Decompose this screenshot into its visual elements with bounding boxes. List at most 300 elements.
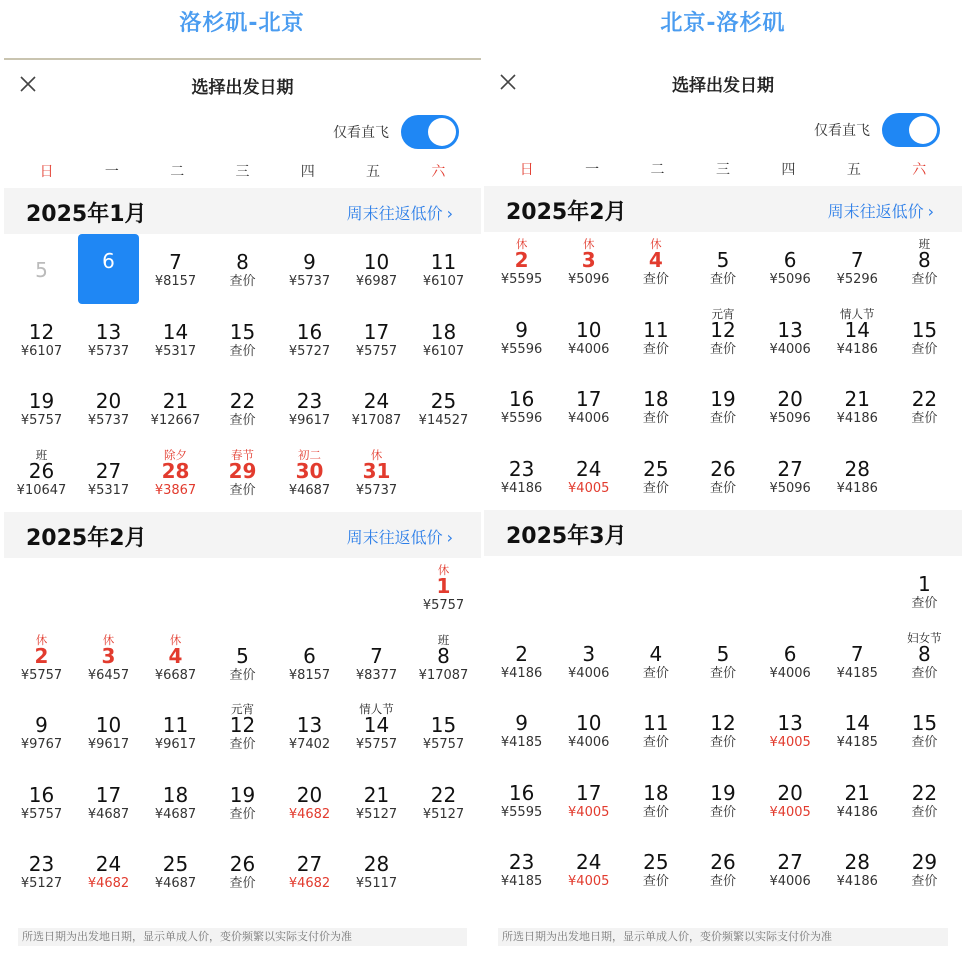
- day-cell[interactable]: [757, 765, 824, 835]
- day-price: ¥17087: [418, 667, 469, 683]
- day-cell[interactable]: [276, 836, 343, 906]
- day-price: ¥4185: [836, 665, 878, 681]
- day-cell[interactable]: [343, 373, 410, 443]
- day-number: 24: [575, 850, 602, 874]
- day-cell[interactable]: [622, 441, 689, 511]
- day-cell[interactable]: [75, 373, 142, 443]
- day-cell[interactable]: [757, 441, 824, 511]
- day-price: ¥5596: [500, 411, 543, 426]
- day-cell[interactable]: [343, 304, 410, 374]
- day-number: 29: [911, 850, 938, 874]
- day-cell[interactable]: [555, 695, 622, 765]
- weekday-wed: 三: [235, 164, 250, 180]
- day-cell[interactable]: [75, 443, 142, 513]
- day-cell[interactable]: [276, 628, 343, 698]
- day-number: 23: [508, 850, 535, 874]
- empty-day-cell: [142, 558, 209, 628]
- dialog-title: 选择出发日期: [191, 78, 294, 98]
- day-number: 21: [363, 782, 390, 807]
- day-price: ¥4186: [836, 874, 878, 889]
- weekday-mon: 一: [585, 162, 600, 178]
- day-price: 查价: [709, 411, 736, 426]
- day-cell[interactable]: [78, 234, 139, 304]
- day-number: 13: [777, 711, 803, 735]
- day-cell[interactable]: [824, 765, 891, 835]
- day-cell[interactable]: [555, 765, 622, 835]
- day-price: 查价: [229, 274, 256, 289]
- day-cell[interactable]: [209, 373, 276, 443]
- day-cell[interactable]: [343, 234, 410, 304]
- day-price: ¥9617: [288, 413, 331, 428]
- month-title: 2025年2月: [26, 526, 147, 551]
- day-price: ¥5117: [355, 876, 398, 891]
- day-price: 查价: [229, 413, 256, 428]
- day-number: 22: [911, 780, 938, 805]
- day-number: 11: [162, 713, 189, 737]
- day-cell[interactable]: [488, 371, 555, 441]
- day-cell[interactable]: [8, 836, 75, 906]
- day-cell[interactable]: [622, 302, 689, 372]
- empty-day-cell: [488, 556, 555, 626]
- day-cell[interactable]: [757, 371, 824, 441]
- day-cell[interactable]: [891, 302, 958, 372]
- day-number: 6: [783, 641, 797, 666]
- month-header: [484, 510, 962, 556]
- day-cell[interactable]: [891, 556, 958, 626]
- day-cell[interactable]: [488, 626, 555, 696]
- day-cell[interactable]: [891, 765, 958, 835]
- day-cell[interactable]: [555, 232, 622, 302]
- holiday-tag: 班: [437, 632, 450, 647]
- day-number: 30: [295, 458, 324, 483]
- day-number: 14: [844, 317, 870, 342]
- day-cell[interactable]: [555, 626, 622, 696]
- day-cell[interactable]: [757, 302, 824, 372]
- day-price: 查价: [642, 480, 669, 496]
- day-cell[interactable]: [142, 628, 209, 698]
- day-cell[interactable]: [343, 767, 410, 837]
- day-cell[interactable]: [622, 765, 689, 835]
- weekday-sat: 六: [912, 162, 927, 178]
- day-cell[interactable]: [488, 695, 555, 765]
- day-price: 查价: [911, 272, 938, 287]
- day-number: 29: [228, 458, 257, 483]
- weekday-header: [484, 152, 962, 186]
- weekday-fri: 五: [366, 164, 381, 180]
- route-title-lax-pek: 洛杉矶-北京: [179, 11, 305, 36]
- day-price: 查价: [709, 272, 736, 287]
- day-cell[interactable]: [622, 695, 689, 765]
- day-price: 查价: [642, 665, 669, 681]
- day-price: ¥6687: [154, 667, 197, 683]
- empty-day-cell: [75, 558, 142, 628]
- day-number: 26: [229, 852, 256, 876]
- day-price: ¥3867: [154, 482, 197, 498]
- day-price: ¥4185: [836, 735, 878, 750]
- day-number: 5: [716, 641, 730, 666]
- day-price: ¥6107: [20, 343, 63, 359]
- day-number: 8: [918, 248, 931, 272]
- month-list: [484, 186, 962, 904]
- date-picker-panel-left: [4, 58, 481, 954]
- day-cell[interactable]: [75, 836, 142, 906]
- day-price: 查价: [911, 341, 938, 357]
- day-cell[interactable]: [142, 767, 209, 837]
- direct-flight-filter: [4, 108, 481, 154]
- day-cell[interactable]: [8, 373, 75, 443]
- day-cell[interactable]: [75, 767, 142, 837]
- day-number: 21: [844, 387, 870, 411]
- day-cell[interactable]: [689, 626, 756, 696]
- day-number: 21: [162, 389, 189, 413]
- day-cell[interactable]: [410, 373, 477, 443]
- weekday-header: [4, 154, 481, 188]
- day-cell[interactable]: [209, 836, 276, 906]
- day-number: 14: [844, 711, 870, 735]
- day-number: 20: [777, 387, 803, 411]
- day-cell[interactable]: [555, 441, 622, 511]
- day-cell[interactable]: [689, 371, 756, 441]
- day-number: 15: [229, 319, 256, 344]
- holiday-tag: 休: [650, 237, 662, 251]
- day-price: ¥5757: [422, 598, 465, 613]
- day-price: ¥6987: [355, 274, 398, 289]
- month-title: 2025年2月: [506, 200, 627, 225]
- day-number: 26: [28, 458, 55, 483]
- day-number: 4: [649, 641, 663, 666]
- month-header: [484, 186, 962, 232]
- day-number: 26: [710, 850, 736, 874]
- direct-flight-label: 仅看直飞: [814, 123, 870, 139]
- day-cell[interactable]: [488, 232, 555, 302]
- day-price: ¥6457: [87, 667, 130, 683]
- day-cell[interactable]: [488, 302, 555, 372]
- holiday-tag: 春节: [231, 447, 254, 462]
- day-cell[interactable]: [209, 767, 276, 837]
- day-number: 20: [95, 389, 122, 413]
- day-cell[interactable]: [488, 765, 555, 835]
- day-number: 25: [430, 389, 457, 413]
- day-cell[interactable]: [622, 626, 689, 696]
- day-cell[interactable]: [276, 443, 343, 513]
- day-number: 11: [643, 317, 669, 342]
- day-cell[interactable]: [622, 371, 689, 441]
- day-cell[interactable]: [75, 697, 142, 767]
- day-cell[interactable]: [757, 232, 824, 302]
- holiday-tag: 妇女节: [907, 630, 942, 645]
- day-price: ¥5737: [87, 343, 130, 359]
- day-number: 2: [515, 641, 528, 666]
- day-price: ¥6107: [422, 343, 465, 359]
- day-price: ¥4006: [568, 735, 610, 750]
- date-picker-panel-right: [484, 58, 962, 954]
- weekday-tue: 二: [650, 162, 665, 178]
- day-price: 查价: [911, 735, 938, 750]
- day-number: 6: [102, 249, 115, 273]
- day-number: 18: [643, 780, 669, 805]
- day-cell[interactable]: [8, 628, 75, 698]
- day-cell[interactable]: [555, 834, 622, 904]
- day-price: ¥4005: [769, 804, 811, 820]
- day-cell[interactable]: [410, 304, 477, 374]
- day-number: 2: [514, 248, 529, 272]
- day-price: 查价: [642, 874, 669, 889]
- empty-day-cell: [689, 556, 756, 626]
- day-number: 24: [575, 456, 602, 481]
- day-number: 15: [911, 711, 938, 735]
- day-cell[interactable]: [410, 558, 477, 628]
- day-cell[interactable]: [343, 443, 410, 513]
- day-cell[interactable]: [209, 304, 276, 374]
- day-number: 2: [34, 643, 49, 668]
- day-cell[interactable]: [757, 695, 824, 765]
- day-cell[interactable]: [276, 373, 343, 443]
- day-price: ¥4185: [500, 874, 543, 889]
- day-price: ¥9767: [20, 737, 63, 752]
- holiday-tag: 情人节: [840, 306, 875, 321]
- day-cell[interactable]: [410, 697, 477, 767]
- day-number: 20: [296, 782, 323, 807]
- day-number: 24: [95, 852, 122, 876]
- day-price: ¥4006: [769, 341, 811, 357]
- day-price: ¥4006: [568, 341, 610, 357]
- direct-flight-toggle[interactable]: [882, 113, 940, 147]
- day-cell[interactable]: [142, 836, 209, 906]
- day-cell[interactable]: [8, 304, 75, 374]
- day-price: 查价: [709, 874, 736, 889]
- day-cell[interactable]: [488, 441, 555, 511]
- toggle-knob: [428, 118, 456, 146]
- day-cell[interactable]: [8, 443, 75, 513]
- empty-day-cell: [555, 556, 622, 626]
- day-cell[interactable]: [757, 834, 824, 904]
- empty-day-cell: [8, 558, 75, 628]
- day-number: 17: [363, 319, 390, 344]
- day-cell[interactable]: [824, 626, 891, 696]
- day-number: 17: [575, 387, 602, 411]
- empty-day-cell: [410, 443, 477, 513]
- holiday-tag: 情人节: [359, 702, 394, 716]
- day-cell[interactable]: [891, 232, 958, 302]
- day-price: ¥5096: [769, 411, 811, 426]
- day-price: ¥9617: [87, 737, 130, 752]
- day-price: ¥4186: [836, 411, 878, 426]
- day-number: 17: [575, 780, 602, 805]
- day-cell[interactable]: [410, 767, 477, 837]
- day-cell[interactable]: [142, 373, 209, 443]
- day-number: 12: [229, 713, 256, 737]
- day-price: ¥5757: [422, 737, 465, 752]
- day-price: 查价: [642, 804, 669, 820]
- day-number: 27: [95, 458, 122, 483]
- day-number: 18: [643, 387, 669, 411]
- day-price: 查价: [709, 804, 736, 820]
- day-cell[interactable]: [891, 371, 958, 441]
- day-number: 18: [162, 782, 189, 807]
- chevron-right-icon: ›: [927, 202, 934, 221]
- day-price: ¥5757: [20, 806, 63, 822]
- day-price: ¥5757: [355, 343, 398, 359]
- day-number: 21: [844, 780, 870, 805]
- day-cell[interactable]: [824, 232, 891, 302]
- weekday-tue: 二: [170, 164, 185, 180]
- empty-day-cell: [622, 556, 689, 626]
- holiday-tag: 休: [102, 632, 115, 647]
- weekend-roundtrip-link[interactable]: [347, 525, 453, 548]
- month-title: 2025年3月: [506, 524, 627, 549]
- day-cell[interactable]: [209, 697, 276, 767]
- day-cell[interactable]: [891, 695, 958, 765]
- day-price: ¥5096: [769, 480, 811, 496]
- day-number: 25: [643, 850, 669, 874]
- day-price: ¥5317: [154, 343, 197, 359]
- day-price: ¥4687: [288, 482, 331, 498]
- day-cell[interactable]: [343, 836, 410, 906]
- holiday-tag: 休: [370, 447, 383, 462]
- day-cell[interactable]: [276, 767, 343, 837]
- month-header: [4, 188, 481, 234]
- day-number: 6: [303, 643, 316, 668]
- day-price: ¥4186: [500, 480, 543, 496]
- day-cell[interactable]: [8, 697, 75, 767]
- day-cell[interactable]: [555, 302, 622, 372]
- day-cell[interactable]: [276, 304, 343, 374]
- day-price: ¥5096: [568, 272, 610, 287]
- day-price: ¥5595: [500, 272, 543, 287]
- day-cell[interactable]: [757, 626, 824, 696]
- day-number: 16: [28, 782, 55, 807]
- direct-flight-filter: [484, 106, 962, 152]
- day-cell[interactable]: [689, 441, 756, 511]
- day-price: ¥4682: [288, 876, 331, 891]
- weekend-roundtrip-link[interactable]: [828, 199, 934, 222]
- day-number: 19: [710, 387, 736, 411]
- day-cell[interactable]: [276, 234, 343, 304]
- day-price: ¥4006: [769, 665, 811, 681]
- day-price: 查价: [642, 341, 669, 357]
- day-cell[interactable]: [689, 765, 756, 835]
- day-cell[interactable]: [824, 371, 891, 441]
- day-number: 28: [844, 850, 870, 874]
- weekday-sun: 日: [519, 162, 534, 178]
- day-number: 20: [777, 780, 803, 805]
- day-cell[interactable]: [142, 234, 209, 304]
- day-cell[interactable]: [209, 443, 276, 513]
- direct-flight-toggle[interactable]: [401, 115, 459, 149]
- day-number: 1: [918, 572, 931, 596]
- day-price: ¥5737: [288, 274, 331, 289]
- month-list: [4, 188, 481, 906]
- day-price: 查价: [911, 874, 938, 889]
- day-number: 27: [296, 852, 323, 876]
- day-cell: [8, 234, 75, 304]
- day-price: ¥4687: [154, 876, 197, 891]
- day-price: ¥5727: [288, 343, 331, 359]
- day-number: 13: [95, 319, 122, 344]
- day-cell[interactable]: [891, 626, 958, 696]
- day-price: ¥4006: [568, 411, 610, 426]
- day-cell[interactable]: [824, 834, 891, 904]
- day-cell[interactable]: [824, 302, 891, 372]
- day-price: ¥5737: [87, 413, 130, 428]
- day-cell[interactable]: [824, 695, 891, 765]
- day-number: 19: [710, 780, 736, 805]
- day-price: ¥12667: [150, 413, 201, 428]
- day-price: ¥4006: [769, 874, 811, 889]
- day-price: 查价: [229, 806, 256, 822]
- day-price: 查价: [709, 735, 736, 750]
- day-cell[interactable]: [555, 371, 622, 441]
- dialog-title: 选择出发日期: [672, 76, 774, 96]
- day-cell[interactable]: [488, 834, 555, 904]
- weekday-sun: 日: [39, 164, 54, 180]
- day-cell[interactable]: [343, 697, 410, 767]
- day-price: ¥6107: [422, 274, 465, 289]
- day-cell[interactable]: [209, 628, 276, 698]
- day-cell[interactable]: [689, 302, 756, 372]
- calendar-grid: [484, 232, 962, 510]
- day-number: 24: [363, 389, 390, 413]
- day-number: 10: [575, 317, 602, 342]
- day-cell[interactable]: [689, 232, 756, 302]
- day-price: ¥5757: [355, 737, 398, 752]
- day-cell[interactable]: [142, 304, 209, 374]
- day-price: 查价: [911, 804, 938, 820]
- day-price: ¥5127: [355, 806, 398, 822]
- day-price: ¥8157: [154, 274, 197, 289]
- weekend-roundtrip-link[interactable]: [347, 201, 453, 224]
- day-number: 23: [508, 456, 535, 481]
- day-cell[interactable]: [410, 628, 477, 698]
- holiday-tag: 休: [437, 563, 450, 577]
- empty-day-cell: [343, 558, 410, 628]
- day-cell[interactable]: [622, 232, 689, 302]
- day-cell[interactable]: [276, 697, 343, 767]
- day-number: 8: [236, 250, 249, 274]
- day-price: ¥5737: [355, 482, 398, 498]
- day-number: 15: [430, 713, 457, 737]
- day-cell[interactable]: [622, 834, 689, 904]
- day-cell[interactable]: [8, 767, 75, 837]
- day-number: 11: [430, 250, 457, 274]
- day-cell[interactable]: [209, 234, 276, 304]
- day-cell[interactable]: [75, 628, 142, 698]
- day-price: ¥5757: [20, 667, 63, 683]
- day-cell[interactable]: [343, 628, 410, 698]
- day-cell[interactable]: [689, 695, 756, 765]
- day-price: 查价: [642, 735, 669, 750]
- day-number: 8: [437, 643, 450, 668]
- empty-day-cell: [209, 558, 276, 628]
- day-cell[interactable]: [410, 234, 477, 304]
- day-number: 14: [162, 319, 189, 344]
- day-number: 12: [28, 319, 55, 344]
- day-cell[interactable]: [75, 304, 142, 374]
- day-cell[interactable]: [891, 834, 958, 904]
- day-number: 27: [777, 850, 803, 874]
- day-cell[interactable]: [824, 441, 891, 511]
- day-cell[interactable]: [142, 443, 209, 513]
- day-cell[interactable]: [689, 834, 756, 904]
- day-price: ¥4005: [769, 735, 811, 750]
- holiday-tag: 休: [515, 237, 528, 251]
- day-cell[interactable]: [142, 697, 209, 767]
- day-number: 9: [35, 713, 48, 737]
- day-price: ¥5127: [422, 806, 465, 822]
- day-price: ¥14527: [418, 413, 469, 428]
- holiday-tag: 休: [35, 632, 48, 647]
- day-price: ¥4682: [87, 876, 130, 891]
